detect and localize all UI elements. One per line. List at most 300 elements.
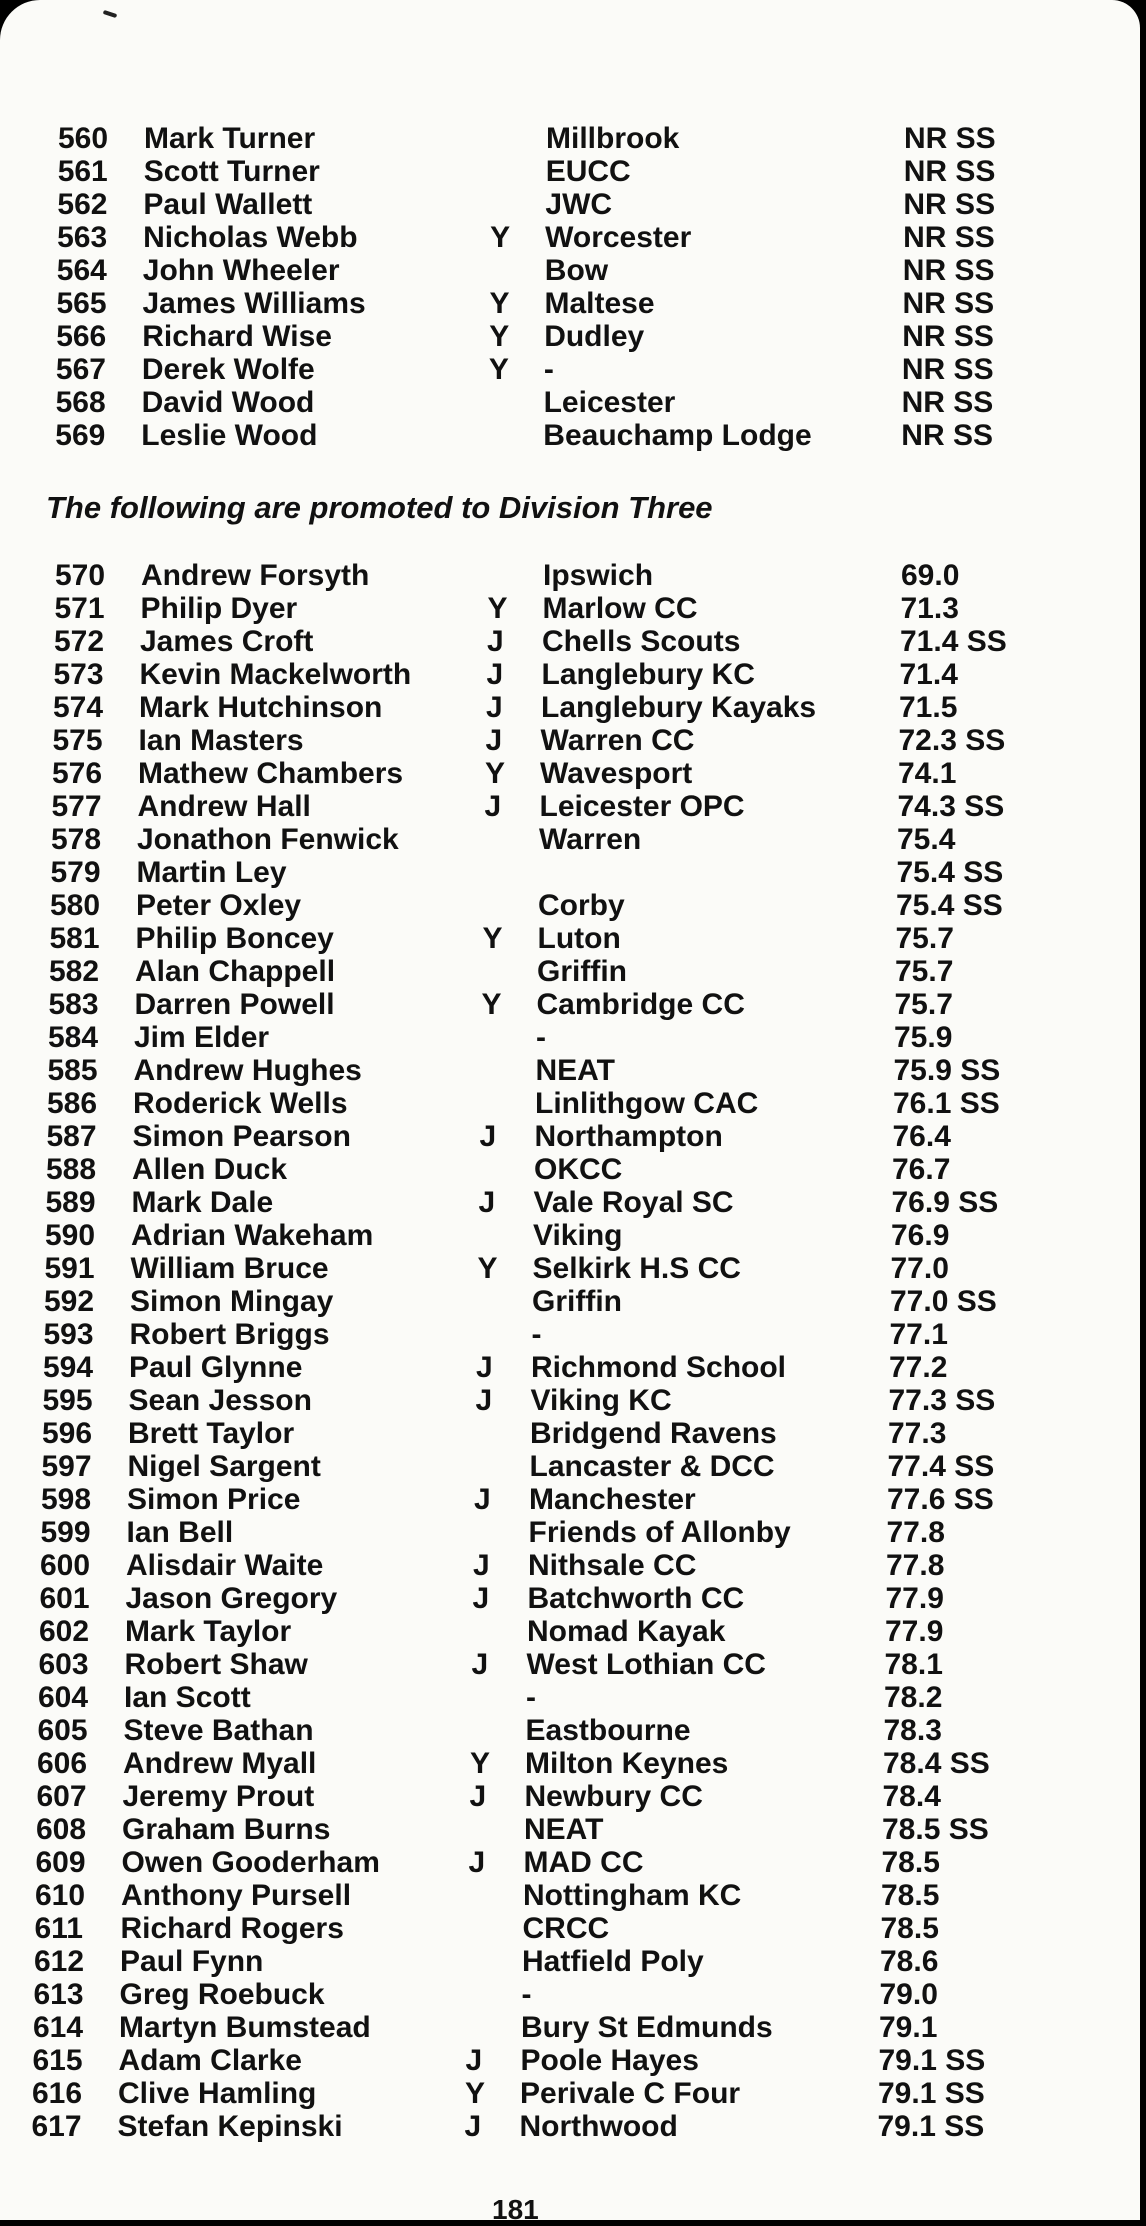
competitor-name: Andrew Hughes (133, 1054, 362, 1087)
competitor-name: Adam Clarke (118, 2044, 302, 2077)
result-time: NR SS (902, 254, 995, 287)
club-name: CRCC (522, 1912, 610, 1945)
category-flag: J (479, 1120, 497, 1153)
result-row (56, 354, 1036, 386)
entry-number: 603 (38, 1648, 89, 1681)
result-row (41, 1517, 1021, 1549)
result-row (32, 2078, 1012, 2110)
entry-number: 565 (56, 287, 107, 320)
category-flag: J (471, 1648, 489, 1681)
category-flag: J (486, 691, 503, 724)
result-row (32, 2111, 1012, 2143)
club-name: Griffin (537, 955, 627, 988)
result-row (49, 956, 1029, 988)
result-row (34, 1946, 1014, 1978)
entry-number: 601 (39, 1582, 90, 1615)
result-row (56, 387, 1036, 419)
entry-number: 598 (41, 1483, 92, 1516)
entry-number: 580 (50, 889, 101, 922)
entry-number: 599 (40, 1516, 91, 1549)
entry-number: 570 (55, 559, 106, 592)
result-row (36, 1814, 1016, 1846)
result-time: 72.3 SS (898, 724, 1006, 757)
club-name: Newbury CC (524, 1780, 703, 1813)
competitor-name: Robert Briggs (129, 1318, 330, 1351)
scan-mark (103, 10, 118, 18)
entry-number: 571 (54, 592, 105, 625)
club-name: MAD CC (523, 1846, 644, 1879)
result-row (49, 989, 1029, 1021)
result-time: 75.4 (897, 823, 956, 856)
club-name: Warren CC (540, 724, 695, 757)
result-time: 77.6 SS (887, 1483, 994, 1516)
result-row (46, 1154, 1026, 1186)
result-row (42, 1451, 1022, 1483)
club-name: Millbrook (546, 122, 680, 155)
result-time: 77.0 (890, 1252, 949, 1285)
club-name: - (543, 353, 554, 386)
entry-number: 583 (48, 988, 99, 1021)
result-time: 77.0 SS (890, 1285, 997, 1318)
result-row (58, 156, 1038, 188)
result-time: 76.9 SS (891, 1186, 999, 1219)
category-flag: J (474, 1483, 491, 1516)
club-name: Bury St Edmunds (521, 2011, 773, 2044)
club-name: Richmond School (531, 1351, 786, 1384)
competitor-name: Andrew Hall (137, 790, 311, 823)
competitor-name: Roderick Wells (133, 1087, 348, 1120)
competitor-name: Richard Wise (142, 320, 332, 353)
entry-number: 609 (35, 1846, 86, 1879)
result-time: 77.9 (885, 1615, 944, 1648)
entry-number: 613 (33, 1978, 84, 2011)
club-name: Luton (537, 922, 621, 955)
club-name: Nithsale CC (528, 1549, 697, 1582)
result-time: 79.1 (879, 2011, 938, 2044)
result-row (48, 1055, 1028, 1087)
club-name: Milton Keynes (525, 1747, 729, 1780)
entry-number: 568 (55, 386, 106, 419)
club-name: Linlithgow CAC (535, 1087, 759, 1120)
category-flag: Y (470, 1747, 491, 1780)
result-time: 76.4 (892, 1120, 951, 1153)
result-row (33, 2012, 1013, 2044)
club-name: Wavesport (540, 757, 693, 790)
category-flag: J (478, 1186, 496, 1219)
result-row (48, 1022, 1028, 1054)
competitor-name: Adrian Wakeham (131, 1219, 374, 1252)
entry-number: 581 (49, 922, 100, 955)
competitor-name: Philip Dyer (140, 592, 298, 625)
result-time: NR SS (902, 287, 995, 320)
competitor-name: Greg Roebuck (119, 1978, 325, 2011)
result-row (57, 288, 1037, 320)
result-row (45, 1253, 1025, 1285)
result-row (47, 1121, 1027, 1153)
entry-number: 608 (36, 1813, 87, 1846)
result-row (33, 2045, 1013, 2077)
club-name: West Lothian CC (526, 1648, 766, 1681)
competitor-name: Ian Masters (138, 724, 304, 757)
result-row (53, 692, 1033, 724)
result-time: 77.3 (888, 1417, 947, 1450)
entry-number: 605 (37, 1714, 88, 1747)
category-flag: Y (489, 320, 510, 353)
club-name: Corby (538, 889, 625, 922)
result-time: 77.3 SS (888, 1384, 996, 1417)
club-name: Selkirk H.S CC (532, 1252, 741, 1285)
competitor-name: Robert Shaw (124, 1648, 308, 1681)
result-row (57, 222, 1037, 254)
result-row (44, 1319, 1024, 1351)
club-name: NEAT (535, 1054, 615, 1087)
result-row (44, 1286, 1024, 1318)
result-row (58, 123, 1038, 155)
club-name: - (531, 1318, 542, 1351)
club-name: Marlow CC (542, 592, 698, 625)
club-name: Langlebury KC (541, 658, 755, 691)
result-row (57, 189, 1037, 221)
result-row (47, 1088, 1027, 1120)
entry-number: 593 (43, 1318, 94, 1351)
club-name: Leicester OPC (539, 790, 745, 823)
result-time: 78.5 (880, 1912, 939, 1945)
club-name: Lancaster & DCC (529, 1450, 775, 1483)
category-flag: Y (465, 2077, 486, 2110)
club-name: Poole Hayes (520, 2044, 699, 2077)
category-flag: Y (489, 287, 510, 320)
competitor-name: Simon Mingay (130, 1285, 334, 1318)
club-name: Manchester (529, 1483, 696, 1516)
result-row (51, 824, 1031, 856)
competitor-name: Nigel Sargent (127, 1450, 321, 1483)
entry-number: 572 (54, 625, 105, 658)
result-row (37, 1781, 1017, 1813)
category-flag: J (475, 1384, 493, 1417)
category-flag: J (485, 724, 503, 757)
result-time: 77.4 SS (887, 1450, 995, 1483)
club-name: Viking (533, 1219, 623, 1252)
competitor-name: Mathew Chambers (138, 757, 404, 790)
result-row (57, 255, 1037, 287)
competitor-name: Mark Taylor (125, 1615, 292, 1648)
competitor-name: Andrew Forsyth (141, 559, 370, 592)
entry-number: 617 (31, 2110, 82, 2143)
club-name: Bow (544, 254, 609, 287)
competitor-name: Sean Jesson (128, 1384, 312, 1417)
result-row (52, 758, 1032, 790)
entry-number: 597 (41, 1450, 92, 1483)
club-name: NEAT (524, 1813, 604, 1846)
result-time: 75.9 SS (893, 1054, 1001, 1087)
club-name: Ipswich (543, 559, 654, 592)
club-name: Nomad Kayak (527, 1615, 726, 1648)
result-time: 77.9 (885, 1582, 944, 1615)
competitor-name: Mark Turner (144, 122, 316, 155)
competitor-name: Jeremy Prout (122, 1780, 315, 1813)
entry-number: 578 (51, 823, 102, 856)
division-heading: The following are promoted to Division Three (46, 490, 713, 525)
entry-number: 561 (57, 155, 108, 188)
result-time: 69.0 (901, 559, 960, 592)
result-row (51, 857, 1031, 889)
result-time: 77.8 (886, 1516, 945, 1549)
entry-number: 594 (43, 1351, 94, 1384)
club-name: Perivale C Four (520, 2077, 741, 2110)
entry-number: 596 (42, 1417, 93, 1450)
entry-number: 567 (55, 353, 106, 386)
result-row (36, 1847, 1016, 1879)
category-flag: Y (490, 221, 511, 254)
result-time: NR SS (901, 353, 994, 386)
result-time: 71.3 (900, 592, 959, 625)
entry-number: 604 (38, 1681, 89, 1714)
entry-number: 592 (44, 1285, 95, 1318)
result-time: NR SS (903, 188, 996, 221)
result-row (50, 923, 1030, 955)
competitor-name: Leslie Wood (141, 419, 318, 452)
category-flag: J (486, 658, 504, 691)
club-name: Leicester (543, 386, 676, 419)
result-time: 75.4 SS (896, 856, 1004, 889)
result-row (43, 1385, 1023, 1417)
result-row (54, 659, 1034, 691)
entry-number: 585 (47, 1054, 98, 1087)
entry-number: 569 (55, 419, 106, 452)
result-row (40, 1550, 1020, 1582)
category-flag: Y (482, 922, 503, 955)
club-name: - (526, 1681, 536, 1714)
competitor-name: Martin Ley (136, 856, 287, 889)
club-name: Hatfield Poly (522, 1945, 704, 1978)
category-flag: J (473, 1549, 490, 1582)
result-time: 78.4 SS (883, 1747, 990, 1780)
entry-number: 587 (46, 1120, 97, 1153)
competitor-name: Paul Fynn (120, 1945, 264, 1978)
result-time: 77.8 (886, 1549, 945, 1582)
entry-number: 566 (56, 320, 107, 353)
result-time: 78.5 (881, 1846, 940, 1879)
result-time: NR SS (902, 320, 994, 353)
page-number: 181 (492, 2194, 539, 2225)
competitor-name: Paul Wallett (143, 188, 313, 221)
club-name: Vale Royal SC (533, 1186, 734, 1219)
club-name: Maltese (544, 287, 655, 320)
result-row (35, 1913, 1015, 1945)
club-name: Nottingham KC (523, 1879, 742, 1912)
competitor-name: Jonathon Fenwick (137, 823, 399, 856)
entry-number: 610 (35, 1879, 86, 1912)
competitor-name: John Wheeler (142, 254, 340, 287)
competitor-name: Owen Gooderham (121, 1846, 380, 1879)
entry-number: 606 (37, 1747, 88, 1780)
result-time: 77.1 (889, 1318, 948, 1351)
club-name: Griffin (532, 1285, 622, 1318)
entry-number: 564 (56, 254, 107, 287)
category-flag: J (464, 2110, 482, 2143)
club-name: Cambridge CC (536, 988, 745, 1021)
result-time: 78.6 (880, 1945, 939, 1978)
result-row (39, 1616, 1019, 1648)
result-row (38, 1715, 1018, 1747)
category-flag: Y (481, 988, 502, 1021)
result-row (54, 626, 1034, 658)
entry-number: 584 (48, 1021, 99, 1054)
entry-number: 560 (58, 122, 109, 155)
result-time: 78.5 (881, 1879, 940, 1912)
club-name: Worcester (545, 221, 692, 254)
result-time: 79.1 SS (878, 2077, 985, 2110)
result-time: NR SS (903, 155, 996, 188)
result-row (42, 1418, 1022, 1450)
competitor-name: Derek Wolfe (141, 353, 315, 386)
result-time: 75.7 (895, 922, 954, 955)
result-time: 78.1 (884, 1648, 943, 1681)
competitor-name: David Wood (141, 386, 315, 419)
club-name: Langlebury Kayaks (541, 691, 817, 724)
category-flag: J (472, 1582, 490, 1615)
entry-number: 577 (51, 790, 102, 823)
competitor-name: Allen Duck (132, 1153, 288, 1186)
club-name: EUCC (545, 155, 631, 188)
category-flag: J (484, 790, 502, 823)
result-time: 75.4 SS (896, 889, 1003, 922)
entry-number: 575 (52, 724, 103, 757)
club-name: - (536, 1021, 546, 1054)
competitor-name: Ian Scott (124, 1681, 251, 1714)
category-flag: Y (487, 592, 508, 625)
result-time: 79.1 SS (877, 2110, 985, 2143)
result-time: 78.2 (884, 1681, 943, 1714)
entry-number: 595 (42, 1384, 93, 1417)
club-name: Bridgend Ravens (530, 1417, 777, 1450)
competitor-name: Clive Hamling (118, 2077, 317, 2110)
entry-number: 612 (34, 1945, 85, 1978)
competitor-name: Darren Powell (134, 988, 335, 1021)
club-name: Batchworth CC (527, 1582, 745, 1615)
result-row (50, 890, 1030, 922)
competitor-name: Anthony Pursell (121, 1879, 352, 1912)
competitor-name: Ian Bell (126, 1516, 234, 1549)
competitor-name: Brett Taylor (128, 1417, 295, 1450)
result-time: 78.5 SS (882, 1813, 989, 1846)
competitor-name: Stefan Kepinski (117, 2110, 343, 2143)
category-flag: J (487, 625, 504, 658)
result-time: 71.5 (899, 691, 958, 724)
category-flag: Y (485, 757, 506, 790)
result-row (41, 1484, 1021, 1516)
entry-number: 586 (47, 1087, 98, 1120)
result-time: 75.7 (894, 988, 953, 1021)
competitor-name: Alan Chappell (135, 955, 336, 988)
club-name: Friends of Allonby (528, 1516, 791, 1549)
competitor-name: Simon Price (127, 1483, 301, 1516)
category-flag: J (465, 2044, 483, 2077)
result-time: 76.9 (891, 1219, 950, 1252)
entry-number: 589 (45, 1186, 96, 1219)
entry-number: 562 (57, 188, 108, 221)
competitor-name: James Croft (140, 625, 314, 658)
category-flag: Y (488, 353, 509, 386)
result-time: NR SS (901, 419, 993, 452)
competitor-name: Steve Bathan (123, 1714, 314, 1747)
result-row (52, 791, 1032, 823)
result-row (53, 725, 1033, 757)
result-time: 75.9 (894, 1021, 953, 1054)
entry-number: 616 (32, 2077, 83, 2110)
entry-number: 576 (52, 757, 103, 790)
result-row (35, 1880, 1015, 1912)
competitor-name: Scott Turner (143, 155, 320, 188)
competitor-name: Graham Burns (122, 1813, 331, 1846)
entry-number: 600 (40, 1549, 91, 1582)
entry-number: 563 (57, 221, 108, 254)
category-flag: J (468, 1846, 486, 1879)
result-time: NR SS (901, 386, 994, 419)
club-name: Viking KC (530, 1384, 672, 1417)
result-time: 79.0 (879, 1978, 938, 2011)
entry-number: 588 (46, 1153, 97, 1186)
entry-number: 573 (53, 658, 104, 691)
result-row (37, 1748, 1017, 1780)
result-time: NR SS (904, 122, 996, 155)
competitor-name: Nicholas Webb (143, 221, 358, 254)
club-name: Northwood (519, 2110, 678, 2143)
result-time: 71.4 SS (900, 625, 1007, 658)
competitor-name: Paul Glynne (129, 1351, 303, 1384)
result-time: 78.3 (883, 1714, 942, 1747)
result-time: 74.1 (898, 757, 957, 790)
result-row (45, 1220, 1025, 1252)
result-time: 76.1 SS (893, 1087, 1000, 1120)
category-flag: J (476, 1351, 493, 1384)
entry-number: 574 (53, 691, 104, 724)
competitor-name: Jason Gregory (125, 1582, 338, 1615)
competitor-name: Philip Boncey (135, 922, 334, 955)
competitor-name: Martyn Bumstead (119, 2011, 371, 2044)
entry-number: 614 (33, 2011, 84, 2044)
result-time: 74.3 SS (897, 790, 1005, 823)
result-row (55, 420, 1035, 452)
entry-number: 611 (34, 1912, 83, 1945)
result-row (55, 593, 1035, 625)
entry-number: 591 (44, 1252, 95, 1285)
entry-number: 607 (36, 1780, 87, 1813)
entry-number: 615 (32, 2044, 83, 2077)
result-row (40, 1583, 1020, 1615)
club-name: - (521, 1978, 532, 2011)
club-name: OKCC (534, 1153, 623, 1186)
entry-number: 582 (49, 955, 100, 988)
result-time: 78.4 (882, 1780, 941, 1813)
competitor-name: Mark Dale (131, 1186, 274, 1219)
result-time: NR SS (903, 221, 995, 254)
result-row (55, 560, 1035, 592)
competitor-name: Simon Pearson (132, 1120, 351, 1153)
result-time: 79.1 SS (878, 2044, 986, 2077)
club-name: Beauchamp Lodge (543, 419, 812, 452)
club-name: Eastbourne (525, 1714, 691, 1747)
competitor-name: Mark Hutchinson (139, 691, 383, 724)
result-time: 71.4 (899, 658, 958, 691)
competitor-name: William Bruce (130, 1252, 329, 1285)
result-time: 76.7 (892, 1153, 951, 1186)
result-row (38, 1682, 1018, 1714)
competitor-name: Kevin Mackelworth (139, 658, 412, 691)
entry-number: 602 (39, 1615, 90, 1648)
result-time: 75.7 (895, 955, 954, 988)
competitor-name: Andrew Myall (123, 1747, 317, 1780)
